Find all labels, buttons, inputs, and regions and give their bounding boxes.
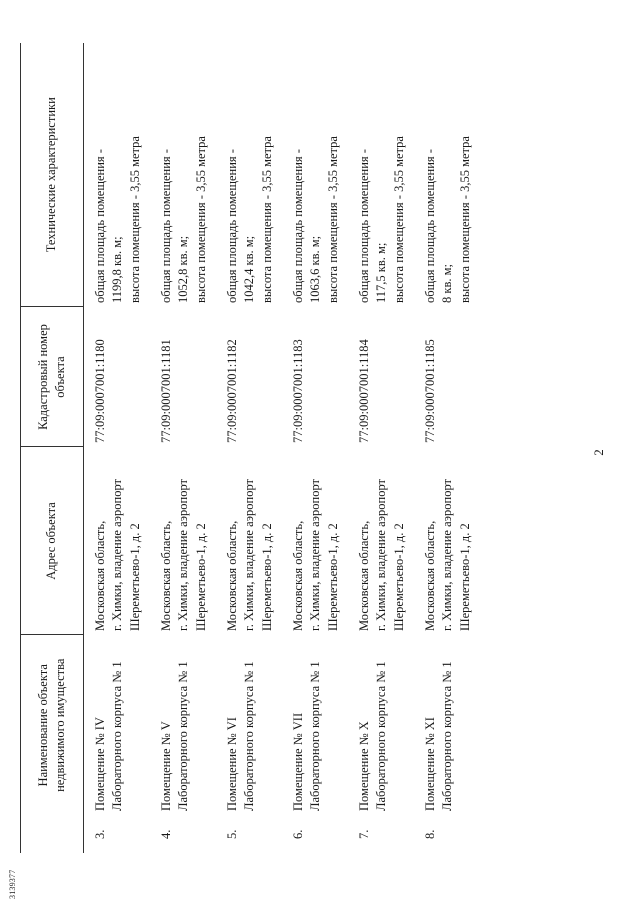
object-address-line: Московская область,	[159, 520, 173, 631]
object-address-line: Московская область,	[423, 520, 437, 631]
real-estate-objects-table	[20, 43, 480, 853]
object-address-line: Шереметьево-1, д. 2	[391, 523, 406, 631]
header-name-line: недвижимого имущества	[53, 658, 67, 792]
object-name-line: Лабораторного корпуса № 1	[308, 661, 323, 811]
object-address-line: г. Химки, владение аэропорт	[374, 479, 389, 631]
object-address-line: г. Химки, владение аэропорт	[110, 479, 125, 631]
table-header-row	[21, 43, 84, 853]
tech-characteristics-line: 8 кв. м;	[440, 264, 455, 303]
table-row	[348, 43, 414, 853]
object-address	[348, 447, 414, 635]
header-cadastral	[21, 307, 84, 447]
cadastral-number: 77:09:0007001:1180	[93, 339, 107, 443]
row-number: 7.	[357, 829, 371, 839]
table-row	[150, 43, 216, 853]
object-name	[84, 635, 151, 815]
object-name	[414, 635, 480, 815]
tech-characteristics	[414, 43, 480, 307]
table-row	[282, 43, 348, 853]
row-number: 3.	[93, 829, 107, 839]
tech-characteristics-line: общая площадь помещения -	[93, 149, 107, 303]
object-address-line: Московская область,	[93, 520, 107, 631]
tech-characteristics-line: 117,5 кв. м;	[374, 242, 389, 303]
object-name	[282, 635, 348, 815]
tech-characteristics	[282, 43, 348, 307]
tech-characteristics-line: высота помещения - 3,55 метра	[325, 136, 340, 303]
object-name-line: Лабораторного корпуса № 1	[374, 661, 389, 811]
tech-characteristics	[150, 43, 216, 307]
table-row	[414, 43, 480, 853]
object-name-line: Помещение № VII	[291, 712, 305, 811]
tech-characteristics	[348, 43, 414, 307]
object-address	[150, 447, 216, 635]
page-number: 2	[591, 449, 606, 456]
object-name	[348, 635, 414, 815]
object-address-line: Московская область,	[357, 520, 371, 631]
tech-characteristics-line: 1042,4 кв. м;	[242, 235, 257, 303]
object-address-line: Шереметьево-1, д. 2	[259, 523, 274, 631]
object-address-line: Шереметьево-1, д. 2	[457, 523, 472, 631]
tech-characteristics-line: 1063,6 кв. м;	[308, 235, 323, 303]
tech-characteristics-line: 1199,8 кв. м;	[110, 236, 125, 303]
cadastral-number: 77:09:0007001:1182	[225, 339, 239, 443]
cadastral-number: 77:09:0007001:1181	[159, 339, 173, 443]
tech-characteristics-line: общая площадь помещения -	[357, 149, 371, 303]
tech-characteristics-line: 1052,8 кв. м;	[176, 235, 191, 303]
header-number	[21, 815, 84, 853]
object-address	[282, 447, 348, 635]
tech-characteristics-line: общая площадь помещения -	[159, 149, 173, 303]
tech-characteristics-line: высота помещения - 3,55 метра	[259, 136, 274, 303]
object-name-line: Лабораторного корпуса № 1	[440, 661, 455, 811]
row-number: 6.	[291, 829, 305, 839]
object-address-line: Шереметьево-1, д. 2	[127, 523, 142, 631]
object-address-line: г. Химки, владение аэропорт	[176, 479, 191, 631]
object-name	[216, 635, 282, 815]
tech-characteristics	[84, 43, 151, 307]
object-name-line: Помещение № X	[357, 721, 371, 811]
object-name-line: Помещение № IV	[93, 717, 107, 811]
object-address-line: Московская область,	[225, 520, 239, 631]
header-cadastral-line: объекта	[53, 356, 67, 398]
tech-characteristics-line: общая площадь помещения -	[225, 149, 239, 303]
table-row	[84, 43, 151, 853]
row-number: 5.	[225, 829, 239, 839]
object-name-line: Лабораторного корпуса № 1	[176, 661, 191, 811]
tech-characteristics-line: общая площадь помещения -	[423, 149, 437, 303]
object-address-line: г. Химки, владение аэропорт	[440, 479, 455, 631]
header-name-line: Наименование объекта	[35, 664, 50, 787]
object-address-line: г. Химки, владение аэропорт	[308, 479, 323, 631]
object-name-line: Помещение № V	[159, 721, 173, 811]
object-name-line: Помещение № XI	[423, 717, 437, 811]
tech-characteristics	[216, 43, 282, 307]
row-number: 8.	[423, 829, 437, 839]
header-address: Адрес объекта	[21, 447, 84, 635]
document-code: 3139377	[8, 869, 17, 899]
table-body	[84, 43, 481, 853]
object-address-line: г. Химки, владение аэропорт	[242, 479, 257, 631]
object-address	[216, 447, 282, 635]
header-tech: Технические характеристики	[21, 43, 84, 307]
object-address	[414, 447, 480, 635]
tech-characteristics-line: высота помещения - 3,55 метра	[193, 136, 208, 303]
cadastral-number: 77:09:0007001:1183	[291, 339, 305, 443]
object-address-line: Шереметьево-1, д. 2	[193, 523, 208, 631]
object-address	[84, 447, 151, 635]
table-row	[216, 43, 282, 853]
tech-characteristics-line: общая площадь помещения -	[291, 149, 305, 303]
header-cadastral-line: Кадастровый номер	[35, 324, 50, 430]
tech-characteristics-line: высота помещения - 3,55 метра	[457, 136, 472, 303]
cadastral-number: 77:09:0007001:1184	[357, 339, 371, 443]
object-name-line: Помещение № VI	[225, 717, 239, 811]
object-name	[150, 635, 216, 815]
cadastral-number: 77:09:0007001:1185	[423, 339, 437, 443]
tech-characteristics-line: высота помещения - 3,55 метра	[391, 136, 406, 303]
object-name-line: Лабораторного корпуса № 1	[242, 661, 257, 811]
object-name-line: Лабораторного корпуса № 1	[110, 661, 125, 811]
row-number: 4.	[159, 829, 173, 839]
object-address-line: Московская область,	[291, 520, 305, 631]
object-address-line: Шереметьево-1, д. 2	[325, 523, 340, 631]
header-name	[21, 635, 84, 815]
tech-characteristics-line: высота помещения - 3,55 метра	[127, 136, 142, 303]
